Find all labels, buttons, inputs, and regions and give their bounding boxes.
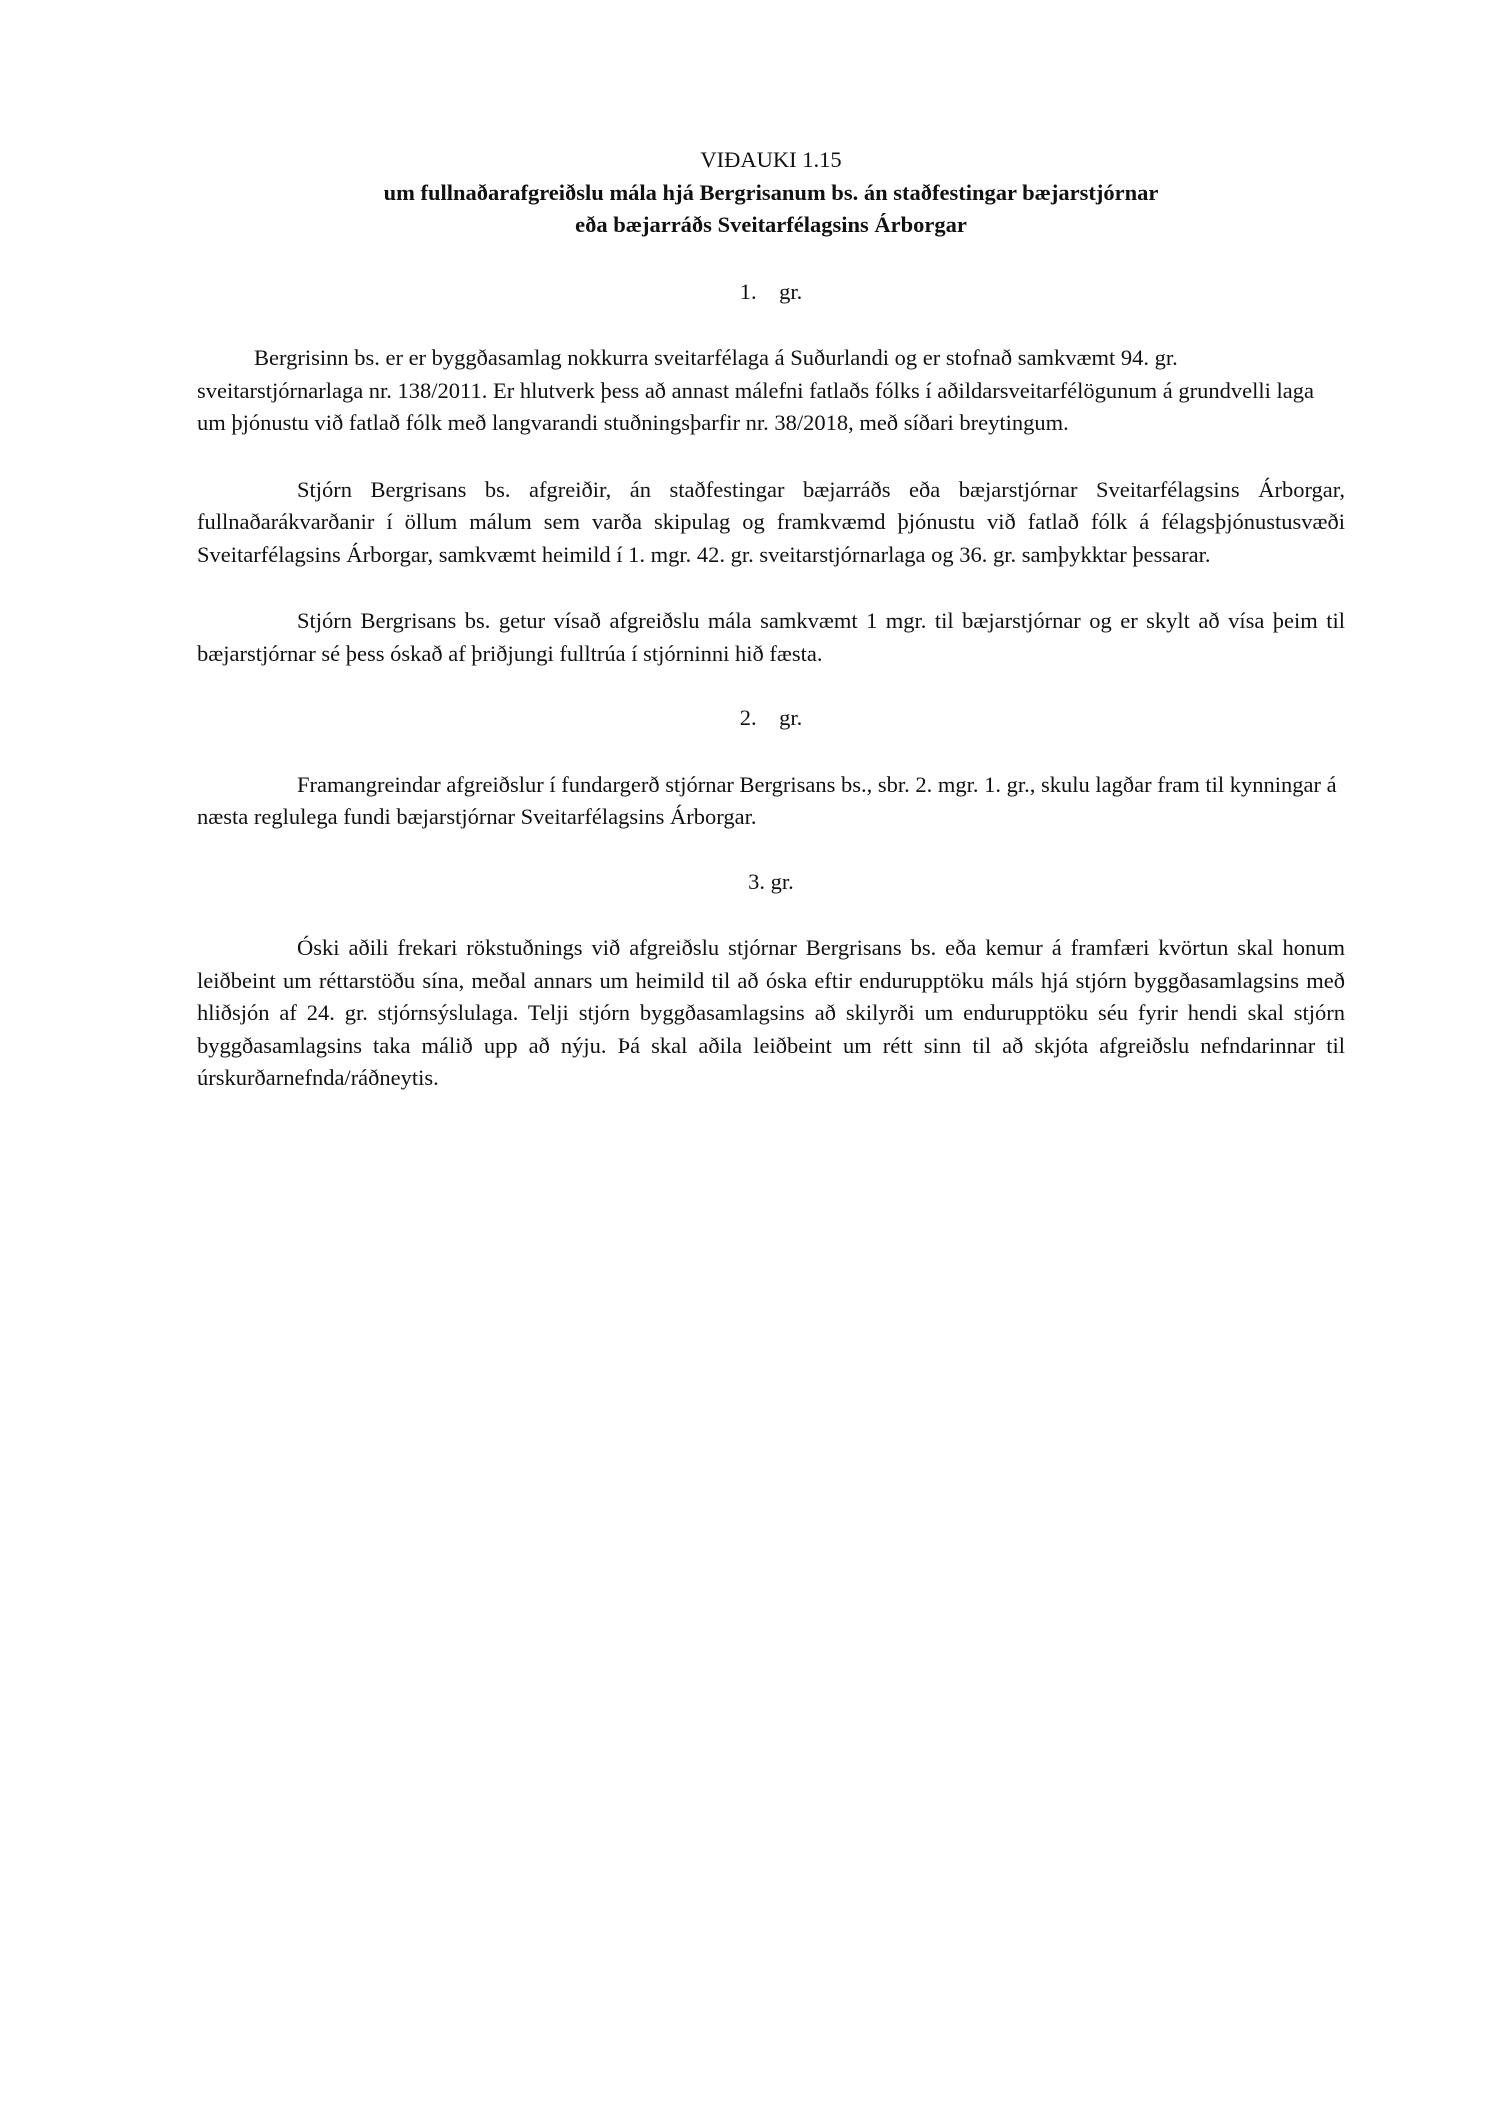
- article-paragraph: Stjórn Bergrisans bs. afgreiðir, án staðfestingar bæjarráðs eða bæjarstjórnar Sveitarfélagsins Árborgar, fullnaðarákvarðanir í öllum málum sem varða skipulag og framkvæmd þjónustu við fatlað fólk á félagsþjónustusvæði Sveitarfélagsins Árborgar, samkvæmt heimild í 1. mgr. 42. gr. sveitarstjórnarlaga og 36. gr. samþykktar þessarar.: [197, 476, 1345, 567]
- article-paragraph: Stjórn Bergrisans bs. getur vísað afgreiðslu mála samkvæmt 1 mgr. til bæjarstjórnar og er skylt að vísa þeim til bæjarstjórnar sé þess óskað af þriðjungi fulltrúa í stjórninni hið fæsta.: [197, 608, 1345, 666]
- document-body: [197, 144, 1345, 1095]
- article-number: 1. gr.: [739, 278, 803, 304]
- article-3: [197, 866, 1345, 1095]
- article-2: [197, 702, 1345, 834]
- article-number: 3. gr.: [748, 868, 794, 894]
- article-paragraph: Bergrisinn bs. er er byggðasamlag nokkurra sveitarfélaga á Suðurlandi og er stofnað samkvæmt 94. gr. sveitarstjórnarlaga nr. 138/2011. Er hlutverk þess að annast málefni fatlaðs fólks í aðildarsveitarfélögunum á grundvelli laga um þjónustu við fatlað fólk með langvarandi stuðningsþarfir nr. 38/2018, með síðari breytingum.: [197, 345, 1314, 435]
- appendix-label: VIÐAUKI 1.15: [700, 147, 842, 172]
- appendix-subtitle: um fullnaðarafgreiðslu mála hjá Bergrisanum bs. án staðfestingar bæjarstjórnar eða bæjarráðs Sveitarfélagsins Árborgar: [383, 179, 1159, 237]
- article-1: [197, 276, 1345, 671]
- document-heading: [197, 144, 1345, 242]
- article-paragraph: Framangreindar afgreiðslur í fundargerð stjórnar Bergrisans bs., sbr. 2. mgr. 1. gr., skulu lagðar fram til kynningar á næsta reglulega fundi bæjarstjórnar Sveitarfélagsins Árborgar.: [197, 771, 1337, 829]
- article-paragraph: Óski aðili frekari rökstuðnings við afgreiðslu stjórnar Bergrisans bs. eða kemur á framfæri kvörtun skal honum leiðbeint um réttarstöðu sína, meðal annars um heimild til að óska eftir endurupptöku máls hjá stjórn byggðasamlagsins með hliðsjón af 24. gr. stjórnsýslulaga. Telji stjórn byggðasamlagsins að skilyrði um endurupptöku séu fyrir hendi skal stjórn byggðasamlagsins taka málið upp að nýju. Þá skal aðila leiðbeint um rétt sinn til að skjóta afgreiðslu nefndarinnar til úrskurðarnefnda/ráðneytis.: [197, 935, 1345, 1090]
- article-number: 2. gr.: [739, 705, 803, 730]
